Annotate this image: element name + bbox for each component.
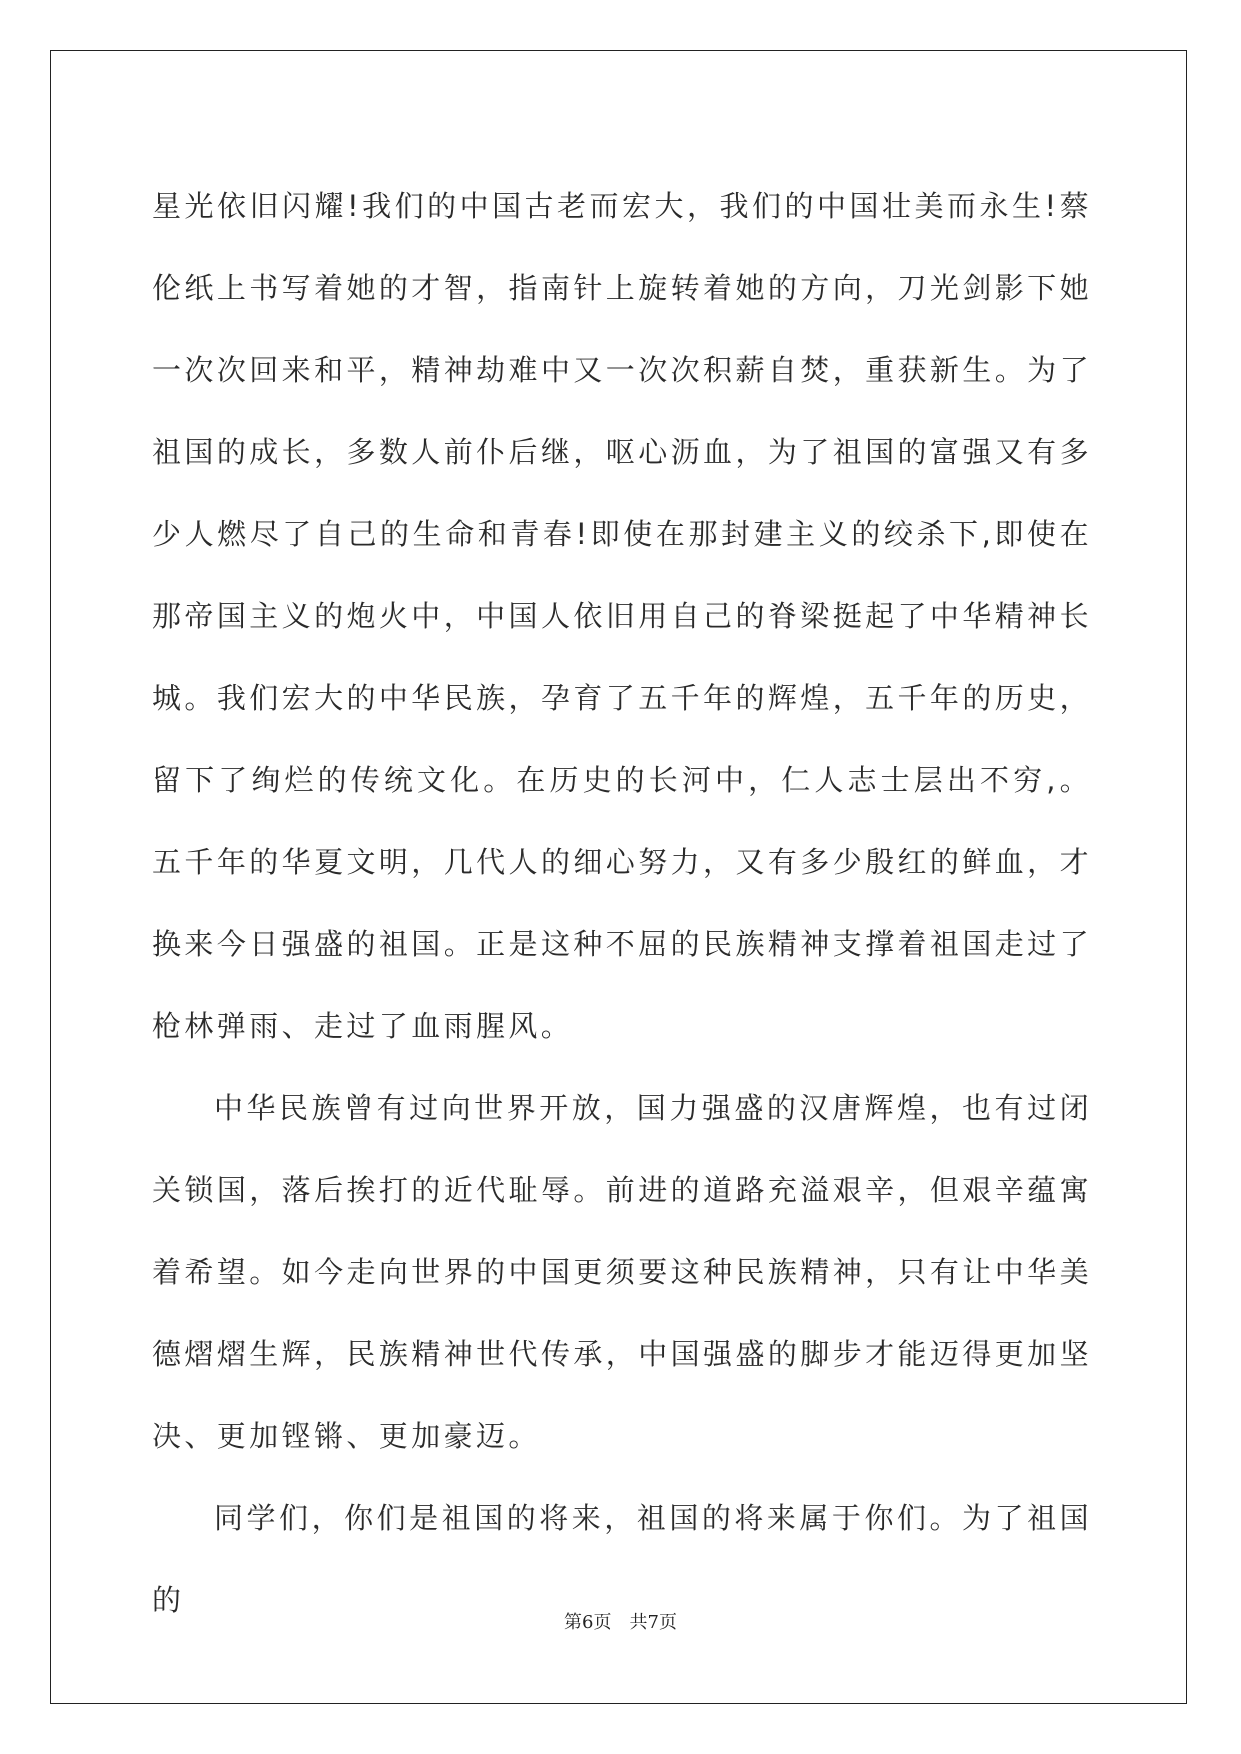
document-body [152,165,1092,1641]
page-footer [0,1608,1241,1634]
total-pages-label: 共7页 [629,1612,677,1633]
paragraph-3: 同学们，你们是祖国的将来，祖国的将来属于你们。为了祖国的 [152,1501,1092,1617]
paragraph-2: 中华民族曾有过向世界开放，国力强盛的汉唐辉煌，也有过闭关锁国，落后挨打的近代耻辱。前进的道路充溢艰辛，但艰辛蕴寓着希望。如今走向世界的中国更须要这种民族精神，只有让中华美德熠熠生辉，民族精神世代传承，中国强盛的脚步才能迈得更加坚决、更加铿锵、更加豪迈。 [152,1091,1092,1453]
current-page-label: 第6页 [564,1612,612,1633]
paragraph-1: 星光依旧闪耀!我们的中国古老而宏大，我们的中国壮美而永生!蔡伦纸上书写着她的才智，指南针上旋转着她的方向，刀光剑影下她一次次回来和平，精神劫难中又一次次积薪自焚，重获新生。为了祖国的成长，多数人前仆后继，呕心沥血，为了祖国的富强又有多少人燃尽了自己的生命和青春!即使在那封建主义的绞杀下,即使在那帝国主义的炮火中，中国人依旧用自己的脊梁挺起了中华精神长城。我们宏大的中华民族，孕育了五千年的辉煌，五千年的历史，留下了绚烂的传统文化。在历史的长河中，仁人志士层出不穷,。五千年的华夏文明，几代人的细心努力，又有多少殷红的鲜血，才换来今日强盛的祖国。正是这种不屈的民族精神支撑着祖国走过了枪林弹雨、走过了血雨腥风。 [152,189,1092,1043]
